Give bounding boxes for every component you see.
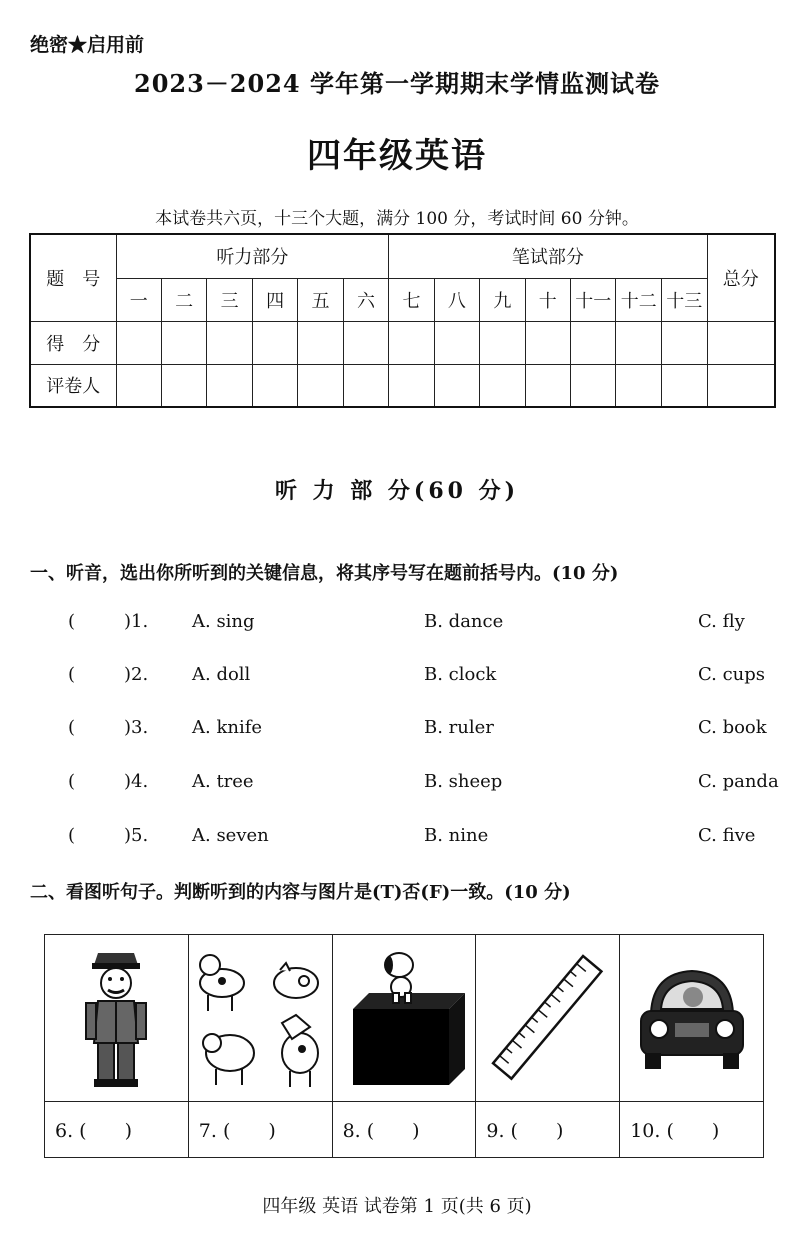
col-header: 一	[116, 278, 161, 321]
score-cell[interactable]	[616, 321, 661, 364]
option-b: B. nine	[424, 825, 489, 846]
answer-blank[interactable]: 8. ( )	[332, 1102, 476, 1158]
dog-on-box-icon	[339, 943, 469, 1093]
grader-cell[interactable]	[161, 364, 206, 407]
answer-blank[interactable]: 6. ( )	[45, 1102, 189, 1158]
answer-paren[interactable]: (	[68, 717, 76, 738]
option-b: B. sheep	[424, 771, 503, 792]
score-table	[29, 233, 776, 408]
option-c: C. panda	[698, 771, 779, 792]
option-a: A. doll	[192, 664, 251, 685]
col-header: 四	[252, 278, 297, 321]
writing-part-label: 笔试部分	[389, 234, 707, 278]
total-grader-cell[interactable]	[707, 364, 775, 407]
picture-cell	[45, 935, 189, 1102]
option-a: A. seven	[192, 825, 269, 846]
col-header: 八	[434, 278, 479, 321]
answer-paren[interactable]: (	[68, 825, 76, 846]
grader-cell[interactable]	[207, 364, 252, 407]
option-a: A. sing	[192, 611, 255, 632]
question-row	[0, 825, 794, 855]
listening-heading: 听 力 部 分(60 分)	[274, 478, 520, 504]
option-b: B. dance	[424, 611, 504, 632]
row-label-grader: 评卷人	[30, 364, 116, 407]
question-row	[0, 771, 794, 801]
question-number: )5.	[124, 825, 149, 846]
grader-cell[interactable]	[252, 364, 297, 407]
col-header: 十	[525, 278, 570, 321]
score-cell[interactable]	[343, 321, 388, 364]
col-header: 六	[343, 278, 388, 321]
score-cell[interactable]	[571, 321, 616, 364]
picture-cell	[620, 935, 764, 1102]
grader-cell[interactable]	[616, 364, 661, 407]
exam-title: 2023－2024 学年第一学期期末学情监测试卷	[134, 69, 660, 98]
picture-cell	[332, 935, 476, 1102]
question-number: )3.	[124, 717, 149, 738]
picture-cell	[476, 935, 620, 1102]
score-cell[interactable]	[116, 321, 161, 364]
total-score-label: 总分	[707, 234, 775, 321]
grader-cell[interactable]	[116, 364, 161, 407]
section-1-title: 一、听音，选出你所听到的关键信息，将其序号写在题前括号内。(10 分)	[30, 563, 619, 584]
col-header: 九	[480, 278, 525, 321]
question-number: )2.	[124, 664, 149, 685]
answer-paren[interactable]: (	[68, 771, 76, 792]
option-a: A. tree	[192, 771, 254, 792]
car-icon	[627, 943, 757, 1093]
row-label-score: 得 分	[30, 321, 116, 364]
listening-part-label: 听力部分	[116, 234, 389, 278]
score-cell[interactable]	[252, 321, 297, 364]
answer-paren[interactable]: (	[68, 664, 76, 685]
answer-blank[interactable]: 9. ( )	[476, 1102, 620, 1158]
col-header: 七	[389, 278, 434, 321]
option-c: C. cups	[698, 664, 766, 685]
col-header: 十一	[571, 278, 616, 321]
answer-blank[interactable]: 10. ( )	[620, 1102, 764, 1158]
score-cell[interactable]	[525, 321, 570, 364]
col-header: 十二	[616, 278, 661, 321]
farm-animals-icon	[192, 943, 328, 1093]
question-number: )1.	[124, 611, 149, 632]
score-cell[interactable]	[389, 321, 434, 364]
col-header: 十三	[661, 278, 707, 321]
question-number: )4.	[124, 771, 149, 792]
score-cell[interactable]	[207, 321, 252, 364]
grader-cell[interactable]	[389, 364, 434, 407]
question-row	[0, 717, 794, 747]
ruler-icon	[483, 943, 613, 1093]
score-cell[interactable]	[161, 321, 206, 364]
option-a: A. knife	[192, 717, 263, 738]
option-b: B. clock	[424, 664, 497, 685]
option-c: C. five	[698, 825, 756, 846]
score-cell[interactable]	[298, 321, 343, 364]
picture-cell	[188, 935, 332, 1102]
total-score-cell[interactable]	[707, 321, 775, 364]
option-c: C. fly	[698, 611, 745, 632]
exam-notice: 本试卷共六页，十三个大题，满分 100 分，考试时间 60 分钟。	[155, 209, 639, 229]
grader-cell[interactable]	[298, 364, 343, 407]
col-header: 二	[161, 278, 206, 321]
grader-cell[interactable]	[571, 364, 616, 407]
question-row	[0, 611, 794, 641]
policeman-icon	[76, 943, 156, 1093]
section-2-title: 二、看图听句子。判断听到的内容与图片是(T)否(F)一致。(10 分)	[30, 882, 571, 903]
answer-blank[interactable]: 7. ( )	[188, 1102, 332, 1158]
option-c: C. book	[698, 717, 767, 738]
confidential-label: 绝密★启用前	[30, 34, 145, 56]
page-footer: 四年级 英语 试卷第 1 页(共 6 页)	[262, 1196, 532, 1217]
col-header: 三	[207, 278, 252, 321]
subject-title: 四年级英语	[307, 136, 487, 176]
score-cell[interactable]	[661, 321, 707, 364]
score-cell[interactable]	[480, 321, 525, 364]
answer-paren[interactable]: (	[68, 611, 76, 632]
option-b: B. ruler	[424, 717, 494, 738]
col-header: 五	[298, 278, 343, 321]
score-cell[interactable]	[434, 321, 479, 364]
grader-cell[interactable]	[661, 364, 707, 407]
grader-cell[interactable]	[343, 364, 388, 407]
picture-table	[44, 934, 764, 1158]
row-label-question-number: 题 号	[30, 234, 116, 321]
grader-cell[interactable]	[480, 364, 525, 407]
grader-cell[interactable]	[434, 364, 479, 407]
question-row	[0, 664, 794, 694]
grader-cell[interactable]	[525, 364, 570, 407]
